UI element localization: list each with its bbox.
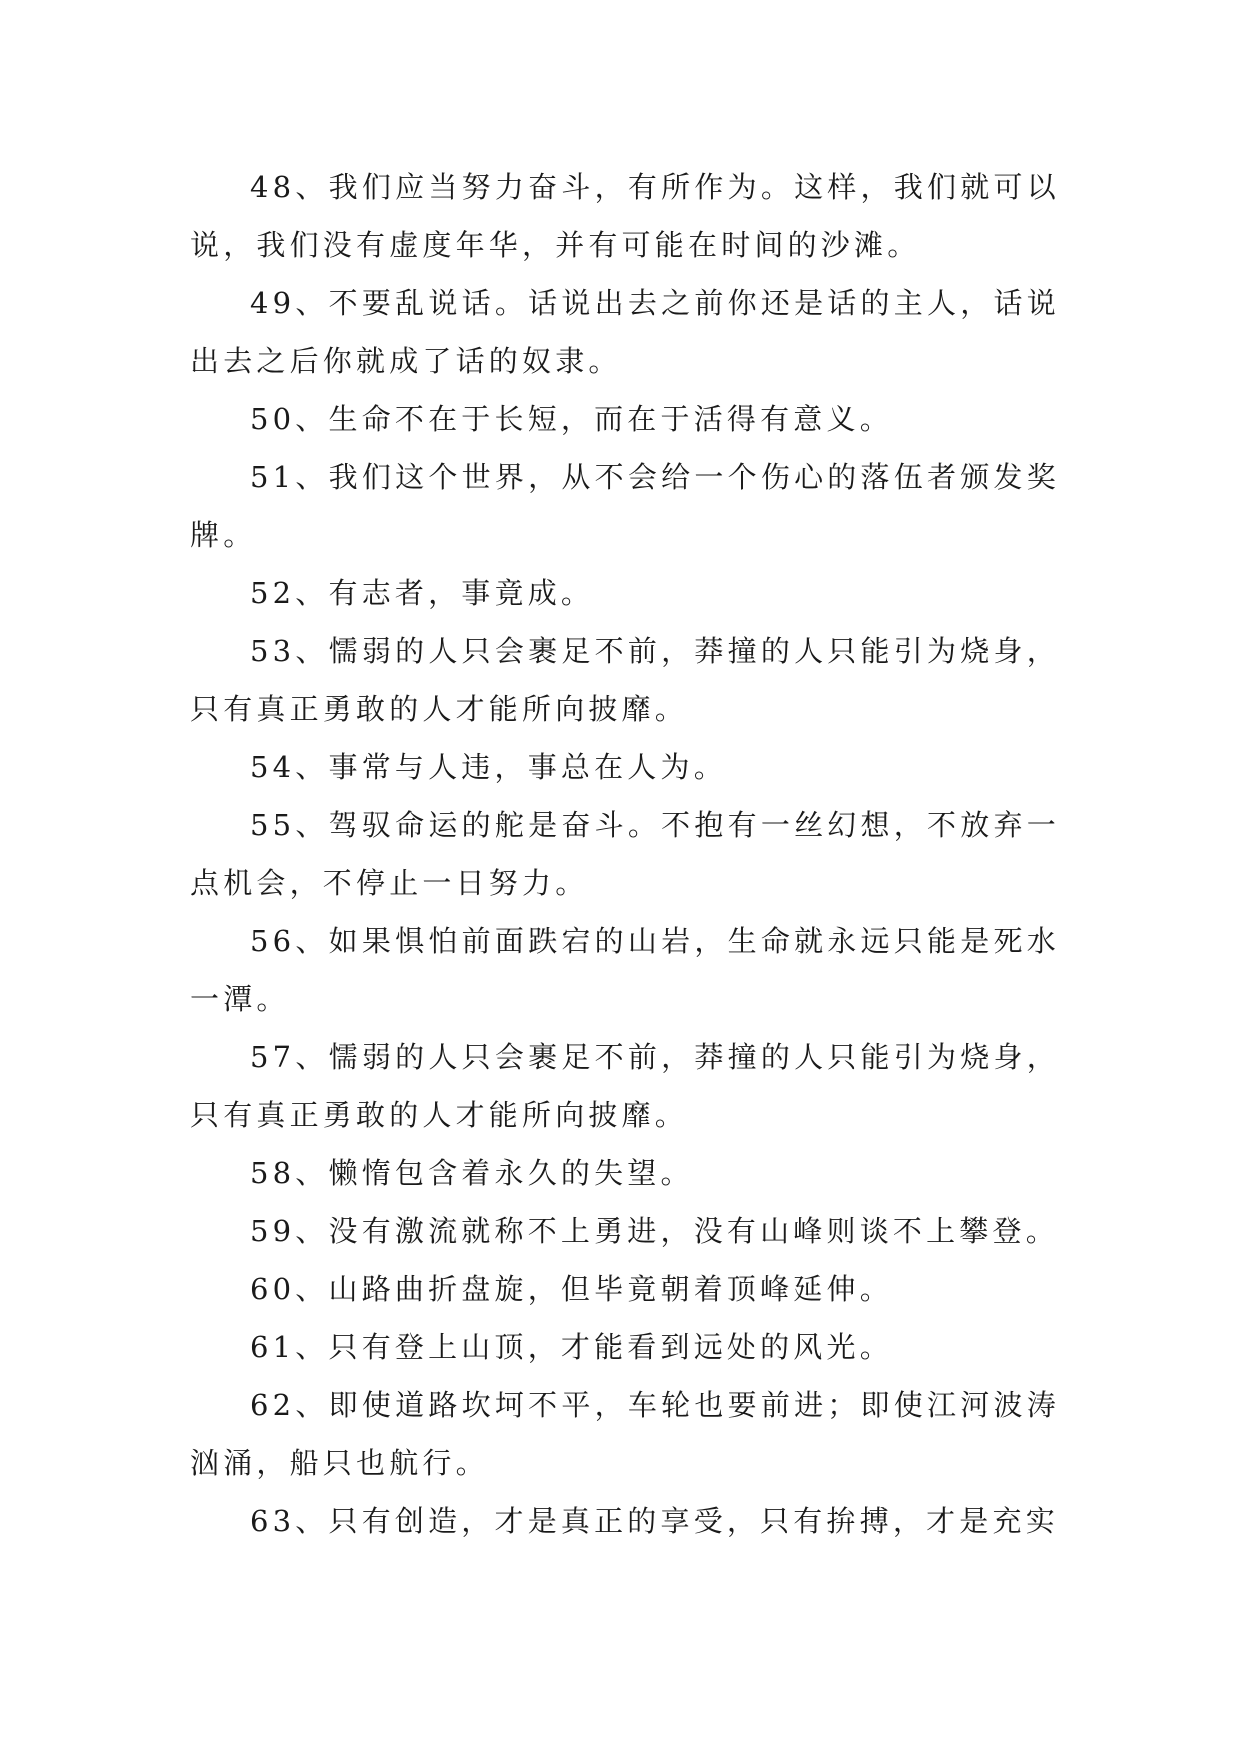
- quote-paragraph-50: 50、生命不在于长短，而在于活得有意义。: [250, 402, 893, 436]
- quote-paragraph-57: 57、懦弱的人只会裹足不前，莽撞的人只能引为烧身，只有真正勇敢的人才能所向披靡。: [190, 1040, 1060, 1132]
- quote-paragraph-59: 59、没有激流就称不上勇进，没有山峰则谈不上攀登。: [250, 1214, 1059, 1248]
- quote-paragraph-49: 49、不要乱说话。话说出去之前你还是话的主人，话说出去之后你就成了话的奴隶。: [190, 286, 1060, 378]
- quote-paragraph-52: 52、有志者，事竟成。: [250, 576, 595, 610]
- quote-paragraph-61: 61、只有登上山顶，才能看到远处的风光。: [250, 1330, 893, 1364]
- quote-paragraph-58: 58、懒惰包含着永久的失望。: [250, 1156, 694, 1190]
- quote-paragraph-54: 54、事常与人违，事总在人为。: [250, 750, 727, 784]
- quote-paragraph-56: 56、如果惧怕前面跌宕的山岩，生命就永远只能是死水一潭。: [190, 924, 1060, 1016]
- quote-paragraph-63: 63、只有创造，才是真正的享受，只有拚搏，才是充实: [250, 1504, 1059, 1538]
- quote-paragraph-60: 60、山路曲折盘旋，但毕竟朝着顶峰延伸。: [250, 1272, 893, 1306]
- document-body: [190, 158, 1060, 1550]
- quote-paragraph-51: 51、我们这个世界，从不会给一个伤心的落伍者颁发奖牌。: [190, 460, 1060, 552]
- quote-paragraph-53: 53、懦弱的人只会裹足不前，莽撞的人只能引为烧身，只有真正勇敢的人才能所向披靡。: [190, 634, 1060, 726]
- quote-paragraph-48: 48、我们应当努力奋斗，有所作为。这样，我们就可以说，我们没有虚度年华，并有可能在时间的沙滩。: [190, 170, 1060, 262]
- quote-paragraph-55: 55、驾驭命运的舵是奋斗。不抱有一丝幻想，不放弃一点机会，不停止一日努力。: [190, 808, 1060, 900]
- quote-paragraph-62: 62、即使道路坎坷不平，车轮也要前进；即使江河波涛汹涌，船只也航行。: [190, 1388, 1060, 1480]
